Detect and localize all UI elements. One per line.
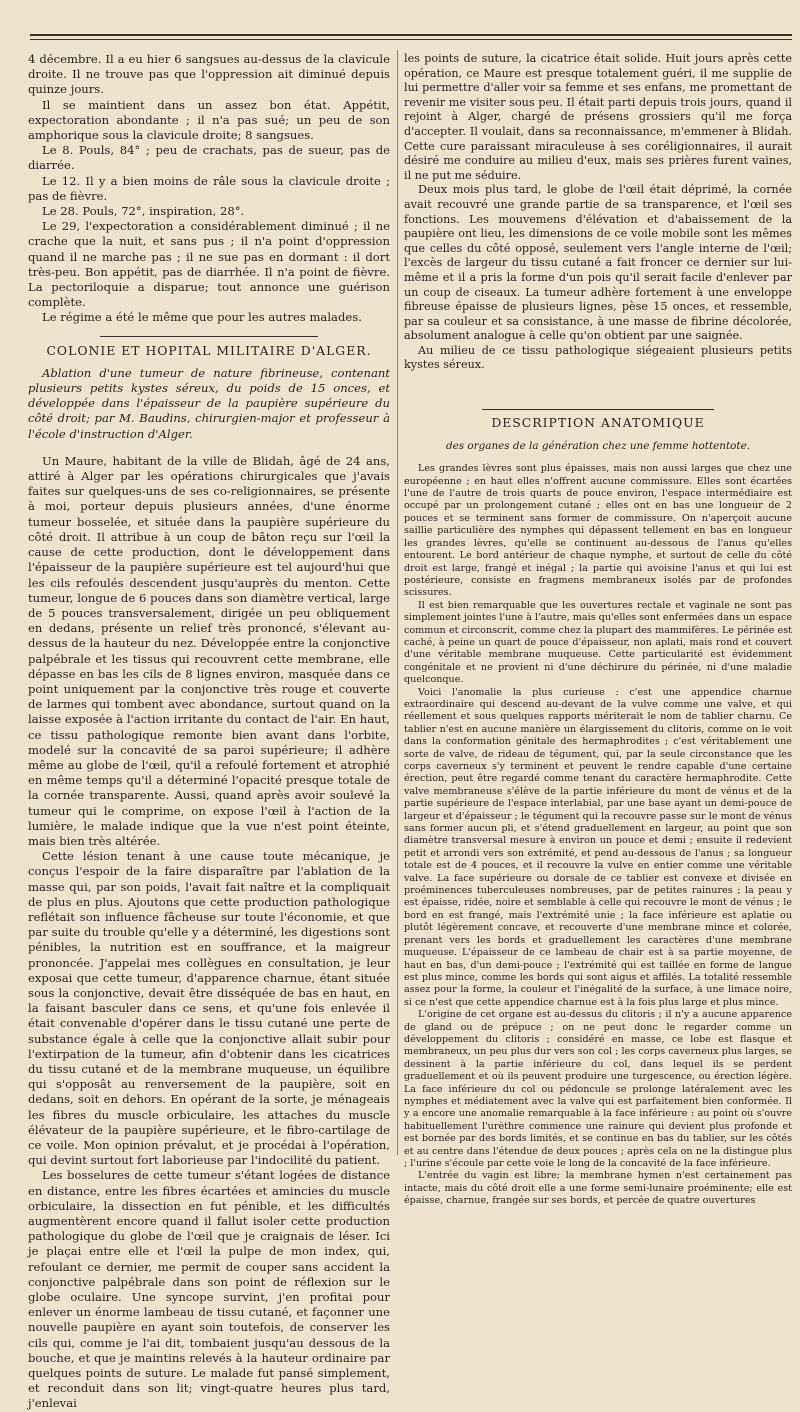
paragraph: Il se maintient dans un assez bon état. Appétit, expectoration abondante ; il n'a pas sué; un peu de son amphorique sous la clavicule droite; 8 sangsues. xyxy=(28,97,390,143)
paragraph: Cette lésion tenant à une cause toute mécanique, je conçus l'espoir de la faire disparaître par l'ablation de la masse qui, par son poids, l'avait fait naître et la compliquait de plus en plus. Ajoutons que cette production pathologique reflétait son influence fâcheuse sur toute l'économie, et que par suite du trouble qu'elle y a déterminé, les digestions sont pénibles, la nutrition est en souffrance, et la maigreur prononcée. J'appelai mes collègues en consultation, je leur exposai que cette tumeur, d'apparence charnue, étant située sous la conjonctive, devait être disséquée de bas en haut, en la faisant basculer dans ce sens, et qu'une fois enlevée il était convenable d'opérer dans le tissu cutané une perte de substance égale à celle que la conjonctive allait subir pour l'extirpation de la tumeur, afin d'obtenir dans les cicatrices du tissu cutané et de la membrane muqueuse, un équilibre qui s'opposât au renversement de la paupière, soit en dedans, soit en dehors. En opérant de la sorte, je ménageais les fibres du muscle orbiculaire, les attaches du muscle élévateur de la paupière supérieure, et le fibro-cartilage de ce voile. Mon opinion prévalut, et je procédai à l'opération, qui devint surtout fort laborieuse par l'indocilité du patient. xyxy=(28,849,390,1168)
section-divider xyxy=(100,336,317,337)
paragraph: Voici l'anomalie la plus curieuse : c'est une appendice charnue extraordinaire qui descend au-devant de la vulve comme une valve, et qui réellement et sous quelques rapports mériterait le nom de tablier charnu. Ce tablier n'est en aucune manière un élargissement du clitoris, comme on le voit dans la conformation génitale des hermaphrodites ; c'est véritablement une sorte de valve, de rideau de tégument, qui, par la seule circonstance que les corps caverneux s'y terminent et peuvent le rendre capable d'une certaine érection, peut être regardé comme tenant du caractère hermaphrodite. Cette valve membraneuse s'élève de la partie inférieure du mont de vénus et de la partie supérieure de l'espace interlabial, par une base ayant un demi-pouce de largeur et d'épaisseur ; le tégument qui la recouvre passe sur le mont de vénus sans former aucun pli, et s'étend graduellement en largeur, au point que son diamètre transversal mesure à environ un pouce et demi ; ensuite il redevient petit et arrondi vers son extrémité, et pend au-dessous de l'anus ; sa longueur totale est de 4 pouces, et il recouvre la vulve en entier comme une véritable valve. La face supérieure ou dorsale de ce tablier est convexe et divisée en proéminences tuberculeuses nombreuses, par de petites rainures ; la peau y est épaisse, ridée, noire et semblable à celle qui recouvre le mont de vénus ; le bord en est frangé, mais l'extrémité unie ; la face inférieure est aplatie ou plutôt légèrement concave, et recouverte d'une membrane mince et colorée, prenant vers les bords et graduellement les caractères d'une membrane muqueuse. L'épaisseur de ce lambeau de chair est à sa partie moyenne, de haut en bas, d'un demi-pouce ; l'extrémité qui est taillée en forme de langue est plus mince, comme les bords qui sont aigus et affilés. La totalité ressemble assez pour la forme, la couleur et l'inégalité de la surface, à une limace noire, si ce n'est que cette appendice charnue est à la fois plus large et plus mince. xyxy=(404,686,792,1008)
section-divider xyxy=(482,409,715,410)
section-subtitle: des organes de la génération chez une femme hottentote. xyxy=(445,439,751,452)
paragraph: Deux mois plus tard, le globe de l'œil était déprimé, la cornée avait recouvré une grande partie de sa transparence, et l'œil ses fonctions. Les mouvemens d'élévation et d'abaissement de la paupière ont lieu, les dimensions de ce voile mobile sont les mêmes que celles du côté opposé, seulement vers l'angle interne de l'œil; l'excès de largeur du tissu cutané a fait froncer ce dernier sur lui-même et il a pris la forme d'un pois qu'il serait facile d'enlever par un coup de ciseaux. La tumeur adhère fortement à une enveloppe fibreuse épaisse de plusieurs lignes, pèse 15 onces, et ressemble, par sa couleur et sa consistance, à une masse de fibrine décolorée, absolument analogue à celle qu'on obtient par une saignée. xyxy=(404,183,792,343)
section-title: COLONIE ET HOPITAL MILITAIRE D'ALGER. xyxy=(46,342,372,358)
paragraph: Au milieu de ce tissu pathologique siégeaient plusieurs petits kystes séreux. xyxy=(404,343,792,372)
article-abstract: Ablation d'une tumeur de nature fibrineuse, contenant plusieurs petits kystes séreux, du poids de 15 onces, et développée dans l'épaisseur de la paupière supérieure du côté droit; par M. Baudins, chirurgien-major et professeur à l'école d'instruction d'Alger. xyxy=(28,365,390,441)
small-print-block xyxy=(404,463,792,1207)
paragraph: Le 8. Pouls, 84° ; peu de crachats, pas de sueur, pas de diarrée. xyxy=(28,143,390,173)
right-column xyxy=(404,52,792,1207)
paragraph: Les bosselures de cette tumeur s'étant logées de distance en distance, entre les fibres écartées et amincies du muscle orbiculaire, la dissection en fut pénible, et les difficultés augmentèrent encore quand il fallut isoler cette production pathologique du globe de l'œil que je craignais de léser. Ici je plaçai entre elle et l'œil la pulpe de mon index, qui, refoulant ce dernier, me permit de couper sans accident la conjonctive palpébrale dans son point de réflexion sur le globe oculaire. Une syncope survint, j'en profitai pour enlever un énorme lambeau de tissu cutané, et façonner une nouvelle paupière en ayant soin toutefois, de conserver les cils qui, comme je l'ai dit, tombaient jusqu'au dessous de la bouche, et que je maintins relevés à la hauteur ordinaire par quelques points de suture. Le malade fut pansé simplement, et reconduit dans son lit; vingt-quatre heures plus tard, j'enlevai xyxy=(28,1168,390,1411)
paragraph: Le 12. Il y a bien moins de râle sous la clavicule droite ; pas de fièvre. xyxy=(28,173,390,203)
paragraph: L'entrée du vagin est libre; la membrane hymen n'est certainement pas intacte, mais du côté droit elle a une forme semi-lunaire proéminente; elle est épaisse, charnue, frangée sur ses bords, et percée de quatre ouvertures xyxy=(404,1170,792,1207)
paragraph: 4 décembre. Il a eu hier 6 sangsues au-dessus de la clavicule droite. Il ne trouve pas que l'oppression ait diminué depuis quinze jours. xyxy=(28,52,390,97)
section-title: DESCRIPTION ANATOMIQUE xyxy=(491,415,705,431)
paragraph: Il est bien remarquable que les ouvertures rectale et vaginale ne sont pas simplement jointes l'une à l'autre, mais qu'elles sont enfermées dans un espace commun et circonscrit, comme chez la plupart des mammifères. Le périnée est caché, à peine un quart de pouce d'épaisseur, non aplati, mais rond et couvert d'une véritable membrane muqueuse. Cette particularité est évidemment congénitale et ne provient ni d'une déchirure du périnée, ni d'une maladie quelconque. xyxy=(404,599,792,686)
header-rule-thin xyxy=(30,39,792,40)
left-column xyxy=(28,52,390,1411)
header-rule-thick xyxy=(30,34,792,36)
paragraph: les points de suture, la cicatrice était solide. Huit jours après cette opération, ce Maure est presque totalement guéri, il me supplie de lui permettre d'aller voir sa femme et ses enfans, me promettant de revenir me visiter sous peu. Il était parti depuis trois jours, quand il rejoint à Alger, chargé de présens grossiers qu'il me força d'accepter. Il voulait, dans sa reconnaissance, m'emmener à Blidah. Cette cure paraissant miraculeuse à ses coréligionnaires, il aurait désiré me conduire au milieu d'eux, mais ses prières furent vaines, il ne put me séduire. xyxy=(404,52,792,182)
paragraph: Le régime a été le même que pour les autres malades. xyxy=(42,310,362,325)
paragraph: L'origine de cet organe est au-dessus du clitoris ; il n'y a aucune apparence de gland ou de prépuce ; on ne peut donc le regarder comme un développement du clitoris ; considéré en masse, ce lobe est flasque et membraneux, un peu plus dur vers son col ; les corps caverneux plus larges, se dessinent à la partie inférieure du col, dans lequel ils se perdent graduellement et où ils peuvent produire une turgescence, ou érection légère. La face inférieure du col ou pédoncule se prolonge latéralement avec les nymphes et médiatement avec la valve qui est parfaitement bien conformée. Il y a encore une anomalie remarquable à la face inférieure : au point où s'ouvre habituellement l'urèthre commence une rainure qui devient plus profonde et est bornée par des bords limités, et se continue en bas du tablier, sur les côtés et au centre dans l'étendue de deux pouces ; après cela on ne la distingue plus ; l'urine s'écoule par cette voie le long de la concavité de la face inférieure. xyxy=(404,1009,792,1169)
paragraph: Le 29, l'expectoration a considérablement diminué ; il ne crache que la nuit, et sans pus ; il n'a point d'oppression quand il ne marche pas ; il ne sue pas en dormant : il dort très-peu. Bon appétit, pas de diarrhée. Il n'a point de fièvre. La pectoriloquie a disparue; tout annonce une guérison complète. xyxy=(28,219,390,310)
paragraph: Un Maure, habitant de la ville de Blidah, âgé de 24 ans, attiré à Alger par les opérations chirurgicales que j'avais faites sur quelques-uns de ses co-religionnaires, se présente à moi, porteur depuis plusieurs années, d'une énorme tumeur bosselée, et située dans la paupière supérieure du côté droit. Il attribue à un coup de bâton reçu sur l'œil la cause de cette production, dont le développement dans l'épaisseur de la paupière supérieure est tel aujourd'hui que les cils refoulés descendent jusqu'auprès du menton. Cette tumeur, longue de 6 pouces dans son diamètre vertical, large de 5 pouces transversalement, dirigée un peu obliquement en dedans, présente un relief très prononcé, s'élevant au-dessus de la hauteur du nez. Développée entre la conjonctive palpébrale et les tissus qui recouvrent cette membrane, elle dépasse en bas les cils de 8 lignes environ, masquée dans ce point uniquement par la conjonctive très rouge et couverte de larmes qui tombent avec abondance, surtout quand on la laisse exposée à l'action irritante du contact de l'air. En haut, ce tissu pathologique remonte bien avant dans l'orbite, modelé sur la concavité de sa paroi supérieure; il adhère même au globe de l'œil, qu'il a refoulé fortement et atrophié en même temps qu'il a déterminé l'opacité presque totale de la cornée transparente. Aussi, quand après avoir soulevé la tumeur qui le comprime, on expose l'œil à l'action de la lumière, le malade indique que la vue n'est point éteinte, mais bien très altérée. xyxy=(28,453,390,848)
spacer xyxy=(404,373,792,399)
paragraph: Les grandes lèvres sont plus épaisses, mais non aussi larges que chez une européenne ; en haut elles n'offrent aucune commissure. Elles sont écartées l'une de l'autre de trois quarts de pouce environ, l'espace intermédiaire est occupé par un prolongement cutané ; elles ont en bas une longueur de 2 pouces et se terminent sans former de commissure. On n'aperçoit aucune saillie particulière des nymphes qui dépassent tellement en bas en longueur les grandes lèvres, qu'elle se continuent au-dessous de l'anus qu'elles entourent. Le bord antérieur de chaque nymphe, et surtout de celle du côté droit est large, frangé et inégal ; la partie qui avoisine l'anus et qui lui est postérieure, consiste en fragmens membraneux isolés par de profondes scissures. xyxy=(404,463,792,599)
column-divider xyxy=(397,50,398,1155)
paragraph: Le 28. Pouls, 72°, inspiration, 28°. xyxy=(42,204,245,219)
